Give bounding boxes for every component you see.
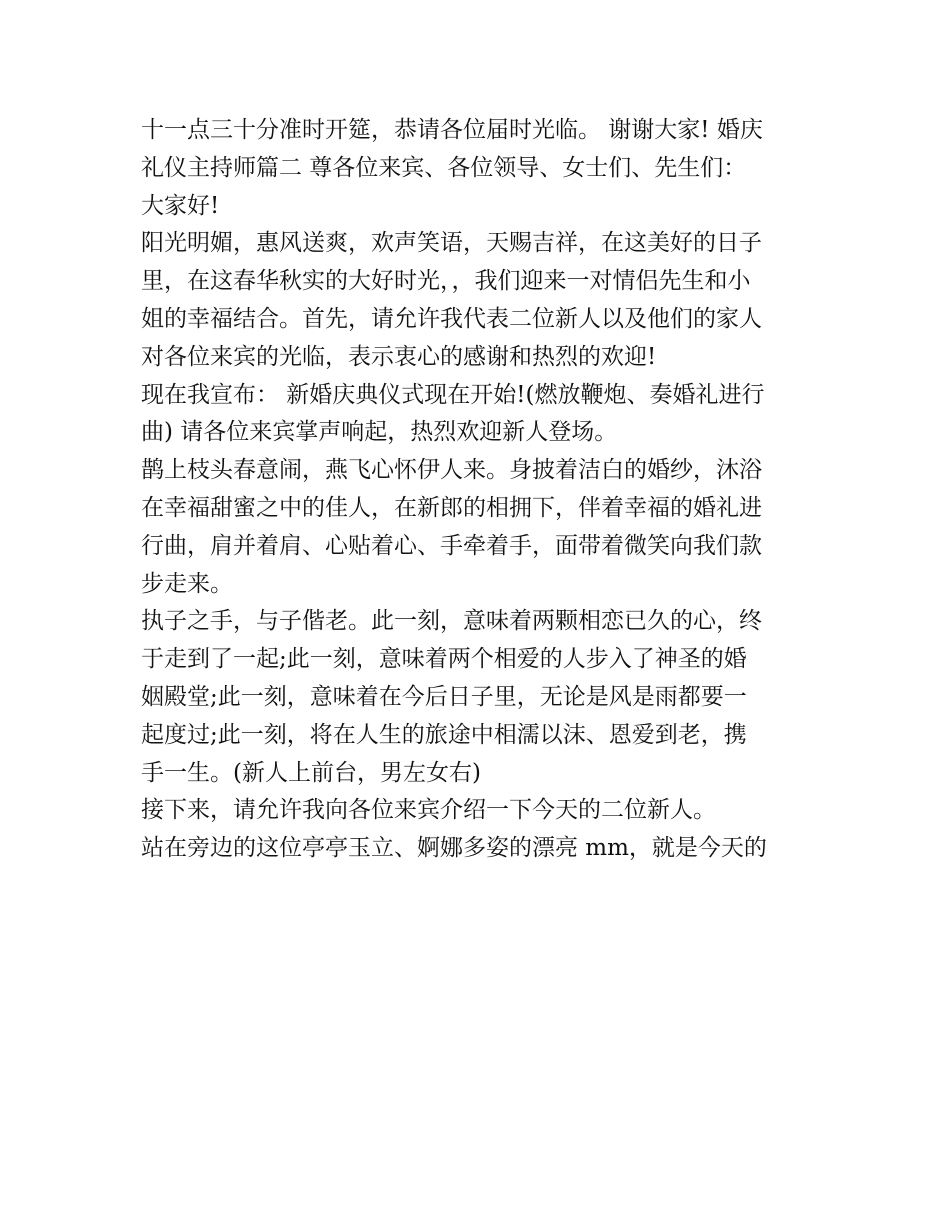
text-line: 接下来，请允许我向各位来宾介绍一下今天的二位新人。 (141, 797, 716, 824)
text-line: 行曲，肩并着肩、心贴着心、手牵着手，面带着微笑向我们款 (141, 532, 762, 559)
text-line: 起度过;此一刻，将在人生的旅途中相濡以沫、恩爱到老，携 (141, 721, 747, 748)
text-line: 步走来。 (141, 570, 233, 597)
text-line: 曲) 请各位来宾掌声响起，热烈欢迎新人登场。 (141, 419, 618, 446)
text-line: 鹊上枝头春意闹，燕飞心怀伊人来。身披着洁白的婚纱，沐浴 (141, 457, 762, 484)
text-line: 对各位来宾的光临，表示衷心的感谢和热烈的欢迎! (141, 343, 657, 370)
text-line: 姐的幸福结合。首先，请允许我代表二位新人以及他们的家人 (141, 305, 762, 332)
text-line: 执子之手，与子偕老。此一刻，意味着两颗相恋已久的心，终 (141, 608, 762, 635)
text-line: 姻殿堂;此一刻，意味着在今后日子里，无论是风是雨都要一 (141, 683, 747, 710)
text-line: 站在旁边的这位亭亭玉立、婀娜多姿的漂亮 mm，就是今天的 (141, 835, 767, 862)
text-line: 现在我宣布： 新婚庆典仪式现在开始!(燃放鞭炮、奏婚礼进行 (141, 381, 765, 408)
text-line: 在幸福甜蜜之中的佳人，在新郎的相拥下，伴着幸福的婚礼进 (141, 494, 762, 521)
text-line: 手一生。(新人上前台，男左女右) (141, 759, 481, 786)
text-line: 大家好! (141, 192, 220, 219)
text-line: 阳光明媚，惠风送爽，欢声笑语，天赐吉祥，在这美好的日子 (141, 230, 762, 257)
text-line: 礼仪主持师篇二 尊各位来宾、各位领导、女士们、先生们： (141, 154, 747, 181)
document-body (141, 112, 813, 868)
text-line: 于走到了一起;此一刻，意味着两个相爱的人步入了神圣的婚 (141, 646, 747, 673)
text-line: 里，在这春华秋实的大好时光，，我们迎来一对情侣先生和小 (141, 268, 751, 295)
text-line: 十一点三十分准时开筵，恭请各位届时光临。 谢谢大家! 婚庆 (141, 117, 763, 143)
